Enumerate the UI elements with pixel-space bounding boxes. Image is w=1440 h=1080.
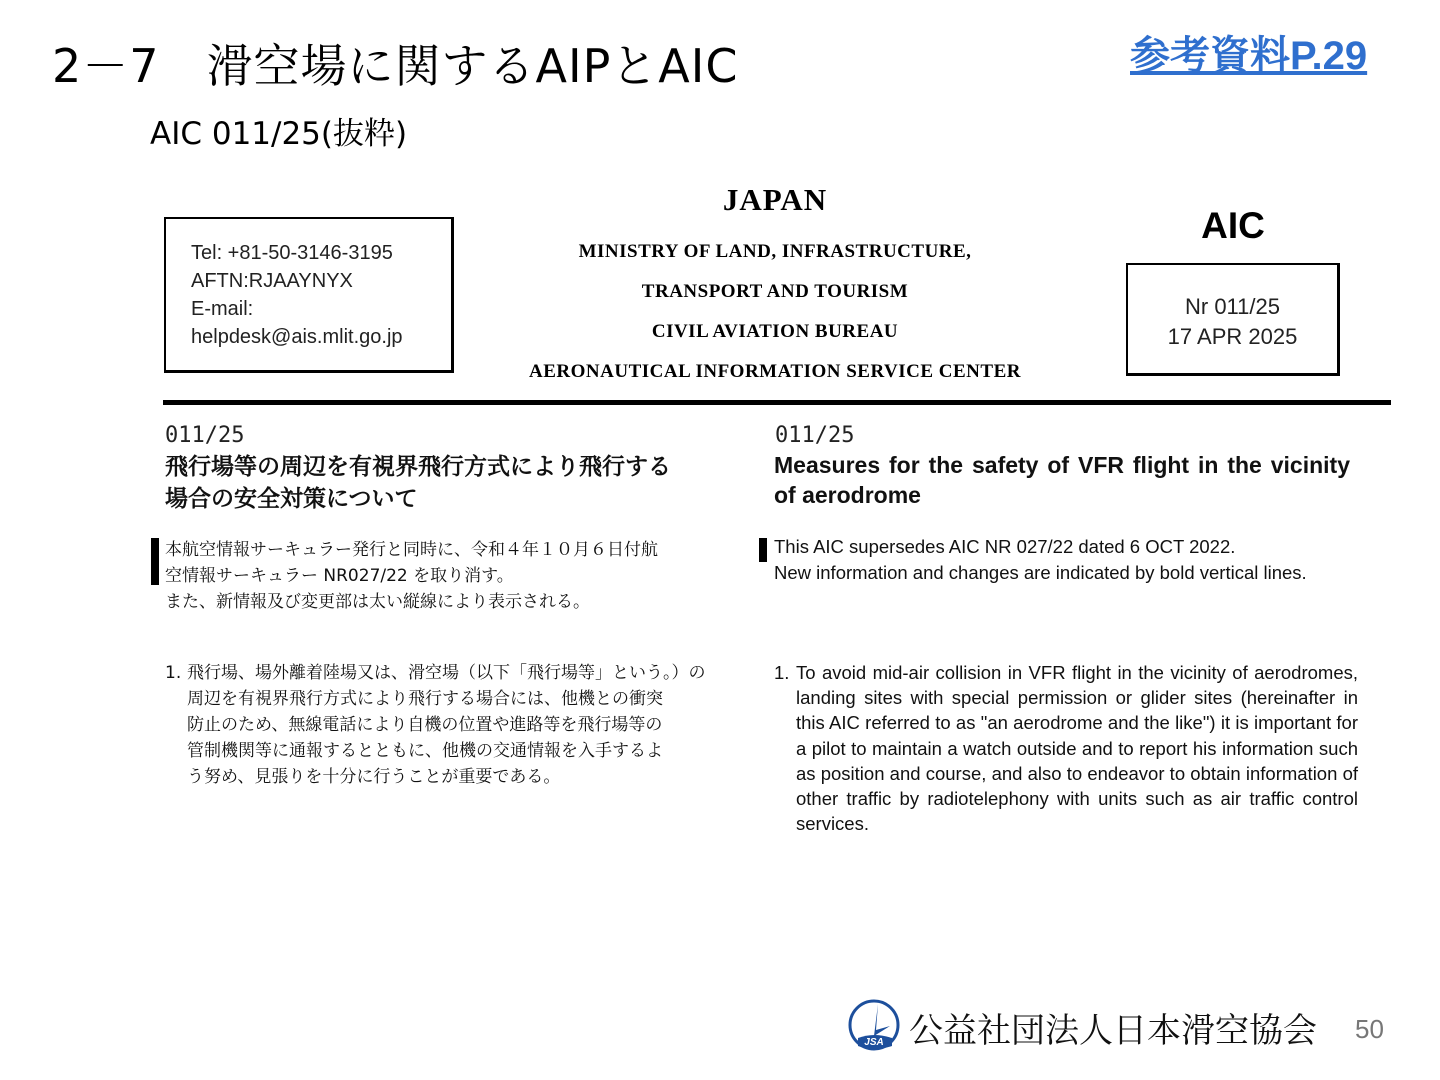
contact-box [164, 217, 454, 373]
jp-note-line-3: また、新情報及び変更部は太い縦線により表示される。 [165, 592, 590, 612]
authority-country: JAPAN [722, 182, 828, 217]
en-aic-number: 011/25 [775, 423, 855, 448]
aic-label: AIC [1201, 205, 1265, 246]
en-item-1-marker: 1. [774, 662, 790, 683]
reference-link[interactable]: 参考資料P.29 [1130, 34, 1368, 78]
aic-number-box [1126, 263, 1340, 376]
en-supersede-note [774, 534, 1374, 586]
jp-note-line-2: 空情報サーキュラー NR027/22 を取り消す。 [165, 566, 514, 586]
page-number: 50 [1355, 1014, 1384, 1044]
slide-title: 2－7 滑空場に関するAIPとAIC [52, 39, 739, 93]
en-note-line-1: This AIC supersedes AIC NR 027/22 dated 6 OCT 2022. [774, 536, 1236, 557]
authority-line-3: CIVIL AVIATION BUREAU [651, 321, 899, 342]
jp-item-1-line-5: う努め、見張りを十分に行うことが重要である。 [187, 767, 561, 787]
en-item-1-text: To avoid mid-air collision in VFR flight in the vicinity of aerodromes, landing sites with special permission or glider sites (hereinafter in this AIC referred to as "an aerodrome and the like") it is important for a pilot to maintain a watch outside and to report his information such as position and course, and also to endeavor to obtain information of other traffic by radiotelephony with units such as air traffic control services. [796, 662, 1358, 835]
organization-name: 公益社団法人日本滑空協会 [909, 1011, 1317, 1051]
jp-note-line-1: 本航空情報サーキュラー発行と同時に、令和４年１０月６日付航 [165, 540, 658, 560]
authority-line-4: AERONAUTICAL INFORMATION SERVICE CENTER [529, 361, 1021, 382]
contact-tel: Tel: +81-50-3146-3195 [191, 242, 393, 264]
authority-line-1: MINISTRY OF LAND, INFRASTRUCTURE, [578, 241, 972, 262]
en-note-line-2: New information and changes are indicated by bold vertical lines. [774, 562, 1307, 583]
jp-change-bar [151, 538, 159, 585]
aic-number: Nr 011/25 [1185, 294, 1280, 319]
jp-item-1-line-4: 管制機関等に通報するとともに、他機の交通情報を入手するよ [187, 741, 663, 761]
slide-subtitle: AIC 011/25(抜粋) [150, 116, 408, 152]
en-item-1 [774, 660, 1358, 836]
jp-aic-number: 011/25 [165, 423, 245, 448]
jp-item-1 [165, 660, 750, 790]
logo-text: JSA [864, 1037, 884, 1048]
authority-line-2: TRANSPORT AND TOURISM [641, 281, 909, 302]
contact-email-label: E-mail: [191, 298, 254, 320]
jp-item-1-line-1: 飛行場、場外離着陸場又は、滑空場（以下「飛行場等」という。）の [187, 663, 706, 683]
jp-heading-line-1: 飛行場等の周辺を有視界飛行方式により飛行する [165, 454, 671, 480]
jp-item-1-line-3: 防止のため、無線電話により自機の位置や進路等を飛行場等の [187, 715, 663, 735]
header-divider [163, 400, 1391, 405]
jp-heading [165, 451, 755, 515]
jp-item-1-marker: 1. [165, 663, 182, 683]
en-heading: Measures for the safety of VFR flight in the vicinity of aerodrome [774, 452, 1350, 508]
jp-heading-line-2: 場合の安全対策について [165, 486, 418, 512]
jp-item-1-line-2: 周辺を有視界飛行方式により飛行する場合には、他機との衝突 [187, 689, 663, 709]
contact-aftn: AFTN:RJAAYNYX [191, 270, 353, 292]
issuing-authority [470, 182, 1080, 392]
aic-date: 17 APR 2025 [1167, 324, 1298, 349]
jsa-logo-icon [848, 996, 900, 1054]
contact-email: helpdesk@ais.mlit.go.jp [191, 326, 403, 348]
jp-supersede-note [165, 537, 755, 615]
en-change-bar [759, 538, 767, 562]
